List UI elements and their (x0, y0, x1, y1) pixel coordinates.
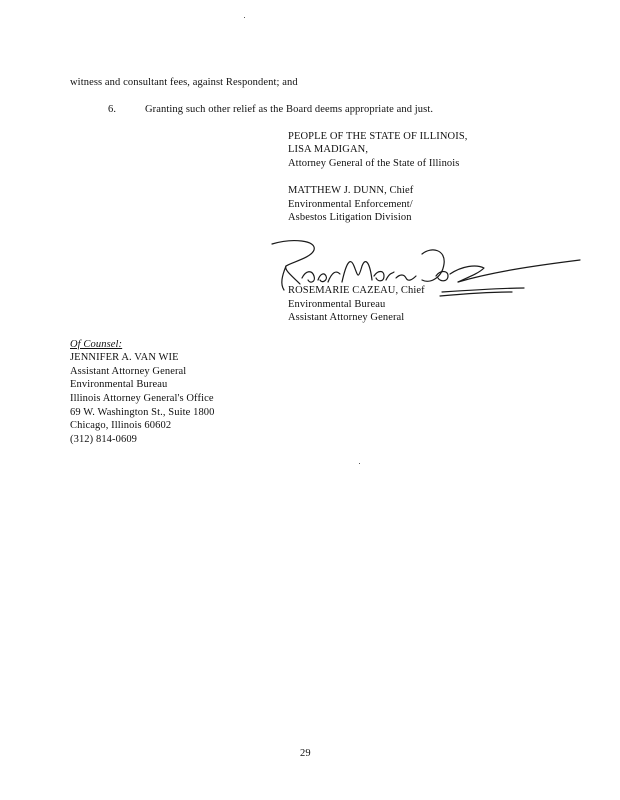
item-number: 6. (108, 104, 117, 115)
counsel-bureau: Environmental Bureau (70, 379, 168, 390)
party-line-1: PEOPLE OF THE STATE OF ILLINOIS, (288, 131, 468, 142)
party-line-2: LISA MADIGAN, (288, 144, 369, 155)
counsel-street: 69 W. Washington St., Suite 1800 (70, 407, 215, 418)
counsel-phone: (312) 814-0609 (70, 434, 138, 445)
chief-dept-1: Environmental Enforcement/ (288, 199, 413, 210)
chief-dept-2: Asbestos Litigation Division (288, 212, 412, 223)
signer-title: Assistant Attorney General (288, 312, 405, 323)
continuation-text: witness and consultant fees, against Respondent; and (70, 77, 298, 88)
signer-dept: Environmental Bureau (288, 299, 386, 310)
counsel-title: Assistant Attorney General (70, 366, 187, 377)
chief-name: MATTHEW J. DUNN, Chief (288, 185, 414, 196)
counsel-office: Illinois Attorney General's Office (70, 393, 214, 404)
of-counsel-heading: Of Counsel: (70, 339, 123, 350)
party-line-3: Attorney General of the State of Illinois (288, 158, 460, 169)
scan-speck (244, 17, 245, 18)
item-text: Granting such other relief as the Board deems appropriate and just. (145, 104, 434, 115)
page-number: 29 (300, 748, 311, 759)
counsel-name: JENNIFER A. VAN WIE (70, 352, 179, 363)
signer-name: ROSEMARIE CAZEAU, Chief (288, 285, 425, 296)
scan-speck (359, 463, 360, 464)
counsel-city: Chicago, Illinois 60602 (70, 420, 172, 431)
